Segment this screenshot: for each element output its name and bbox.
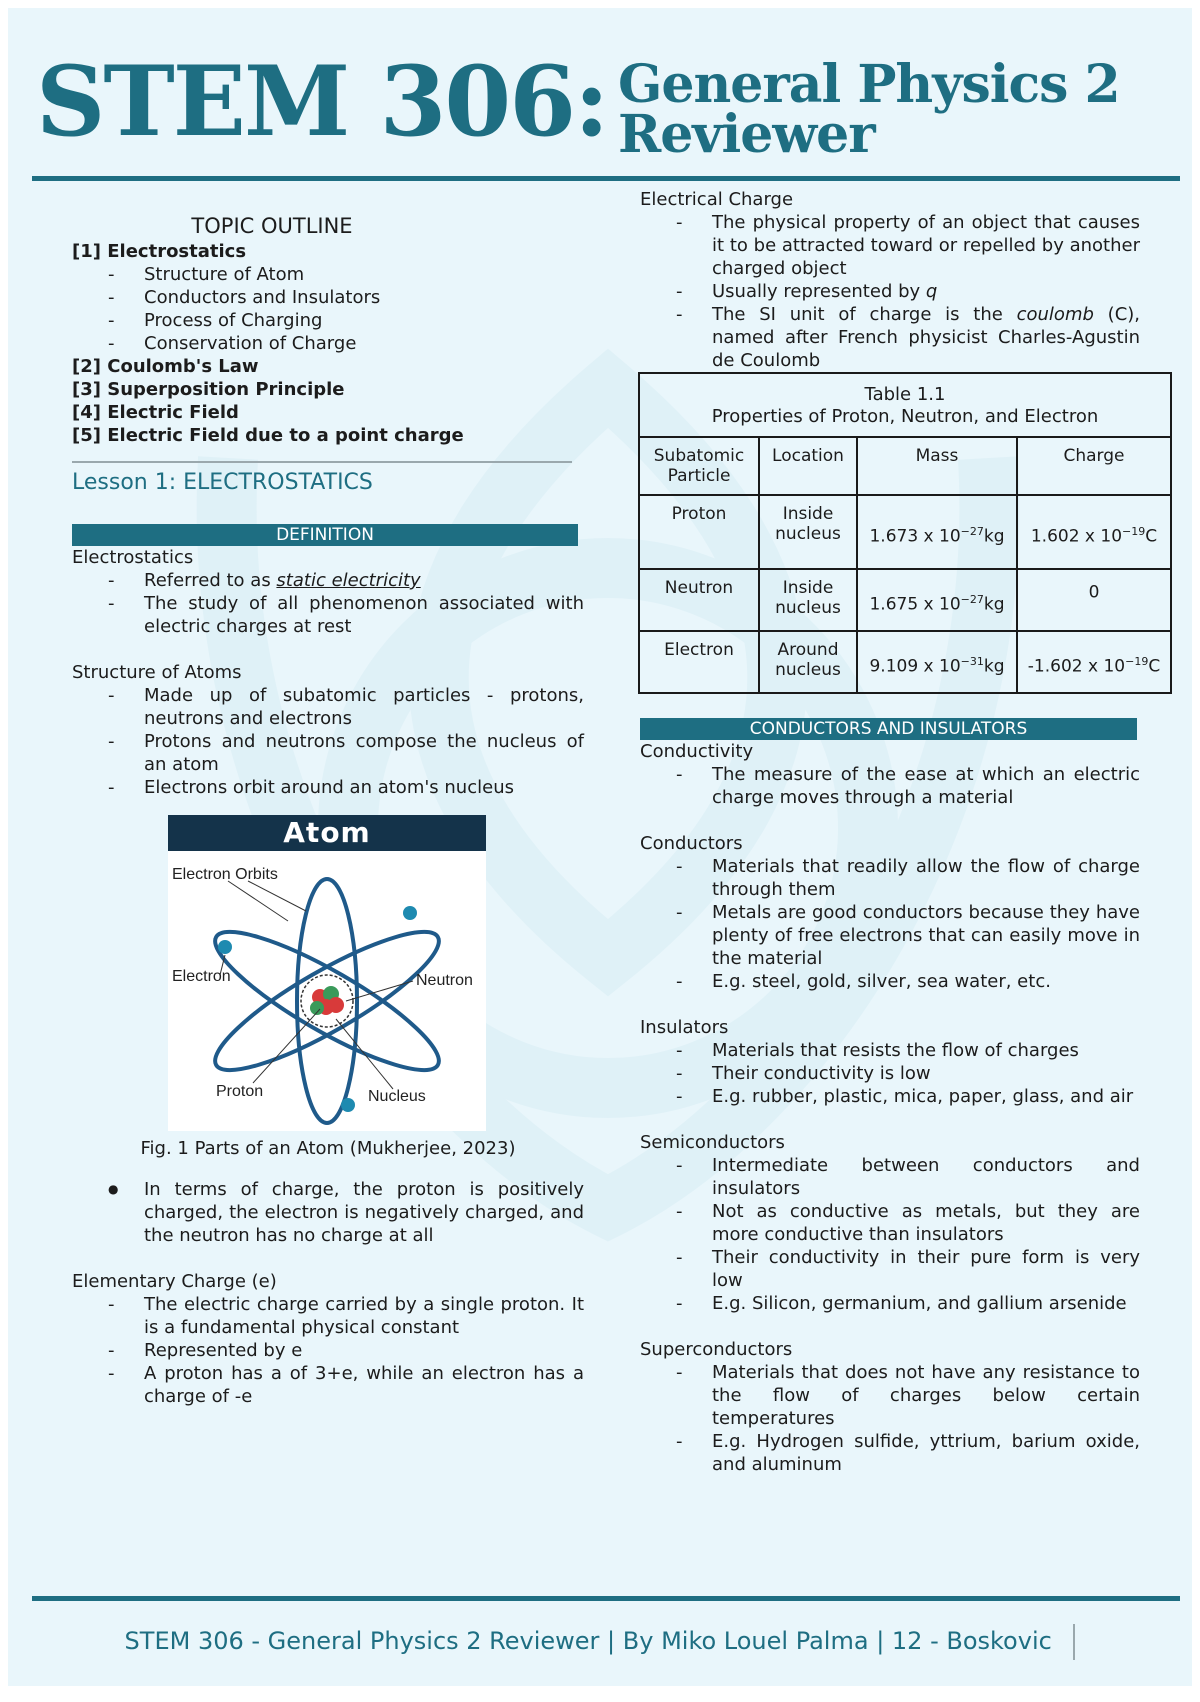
- course-code: STEM 306:: [36, 45, 608, 158]
- footer-divider: [1073, 1624, 1075, 1660]
- table-header-row: [639, 437, 1171, 495]
- electrostatics-heading: Electrostatics: [72, 547, 194, 568]
- table-cell: Inside nucleus: [759, 495, 857, 569]
- outline-item: [5] Electric Field due to a point charge: [72, 425, 464, 446]
- table-row: [639, 495, 1171, 569]
- list-item: - Materials that readily allow the flow of charge through them: [640, 855, 1140, 901]
- header-rule: [32, 176, 1180, 181]
- list-item: - A proton has a of 3+e, while an electron has a charge of -e: [72, 1362, 584, 1408]
- definition-bar: DEFINITION: [72, 524, 578, 546]
- coulomb-term: coulomb: [1016, 304, 1094, 325]
- document-header: [8, 8, 1192, 188]
- list-item: - E.g. Hydrogen sulfide, yttrium, barium oxide, and aluminum: [640, 1430, 1140, 1476]
- list-item: - Not as conductive as metals, but they are more conductive than insulators: [640, 1200, 1140, 1246]
- superconductors-list: [640, 1361, 1140, 1476]
- table-cell: -1.602 x $10^{-19}C$: [1017, 631, 1171, 693]
- table-cell: 1.673 x $10^{-27}kg$: [857, 495, 1017, 569]
- list-item: - Protons and neutrons compose the nucleus of an atom: [72, 730, 584, 776]
- list-item: - The physical property of an object that causes it to be attracted toward or repelled by another charged object: [640, 211, 1140, 280]
- outline-divider: [72, 461, 572, 463]
- outline-sublist: [72, 263, 584, 355]
- label-electron-orbits: Electron Orbits: [172, 866, 278, 883]
- table-cell: 1.602 x $10^{-19}C$: [1017, 495, 1171, 569]
- outline-subitem: - Process of Charging: [72, 309, 584, 332]
- structure-list: [72, 684, 584, 799]
- outline-title: TOPIC OUTLINE: [191, 214, 353, 238]
- table-cell: 9.109 x $10^{-31}kg$: [857, 631, 1017, 693]
- table-title: Properties of Proton, Neutron, and Electron: [711, 406, 1099, 427]
- table-cell: Neutron: [639, 569, 759, 631]
- label-proton: Proton: [216, 1083, 264, 1100]
- elementary-heading: Elementary Charge (e): [72, 1271, 277, 1292]
- list-item: - Referred to as static electricity: [72, 569, 584, 592]
- table-caption: [639, 373, 1171, 437]
- document-page: [8, 8, 1192, 1686]
- list-item: - Their conductivity is low: [640, 1062, 1140, 1085]
- properties-table: [638, 372, 1172, 694]
- list-item: - Materials that resists the flow of charges: [640, 1039, 1140, 1062]
- static-electricity-term: static electricity: [276, 570, 421, 591]
- semiconductors-heading: Semiconductors: [640, 1132, 785, 1153]
- course-title-line1: General Physics 2: [618, 54, 1120, 115]
- conductivity-heading: Conductivity: [640, 741, 754, 762]
- lesson-title: Lesson 1: ELECTROSTATICS: [72, 470, 373, 495]
- table-cell: Proton: [639, 495, 759, 569]
- charge-symbol: q: [925, 281, 938, 302]
- list-item: - Usually represented by q: [640, 280, 1140, 303]
- table-cell: 0: [1017, 569, 1171, 631]
- structure-heading: Structure of Atoms: [72, 662, 242, 683]
- label-neutron: Neutron: [416, 972, 473, 989]
- course-title-line2: Reviewer: [618, 104, 875, 165]
- outline-subitem: - Conservation of Charge: [72, 332, 584, 355]
- table-row: [639, 569, 1171, 631]
- table-cell: Inside nucleus: [759, 569, 857, 631]
- superconductors-heading: Superconductors: [640, 1339, 793, 1360]
- topic-outline: [72, 240, 584, 447]
- list-item: - E.g. rubber, plastic, mica, paper, glass, and air: [640, 1085, 1140, 1108]
- table-number: Table 1.1: [864, 384, 946, 405]
- table-cell: 1.675 x $10^{-27}kg$: [857, 569, 1017, 631]
- table-cell: Around nucleus: [759, 631, 857, 693]
- list-item: - E.g. Silicon, germanium, and gallium arsenide: [640, 1292, 1140, 1315]
- electrical-charge-heading: Electrical Charge: [640, 189, 794, 210]
- list-item: - The measure of the ease at which an electric charge moves through a material: [640, 763, 1140, 809]
- list-item: - The SI unit of charge is the coulomb (C), named after French physicist Charles-Agustin de Coulomb: [640, 303, 1140, 372]
- list-item: - Metals are good conductors because they have plenty of free electrons that can easily move in the material: [640, 901, 1140, 970]
- electrical-charge-list: [640, 211, 1140, 372]
- table-header-cell: Mass: [857, 437, 1017, 495]
- table-row: [639, 631, 1171, 693]
- electron-dot: [341, 1098, 355, 1112]
- table-cell: Electron: [639, 631, 759, 693]
- list-item: - The electric charge carried by a single proton. It is a fundamental physical constant: [72, 1293, 584, 1339]
- atom-figure-title: Atom: [168, 815, 486, 851]
- outline-item: [3] Superposition Principle: [72, 379, 345, 400]
- footer: [8, 1624, 1192, 1660]
- insulators-heading: Insulators: [640, 1017, 729, 1038]
- label-nucleus: Nucleus: [368, 1088, 426, 1105]
- footer-rule: [32, 1596, 1180, 1601]
- insulators-list: [640, 1039, 1140, 1108]
- list-item: ● In terms of charge, the proton is positively charged, the electron is negatively charged, and the neutron has no charge at all: [72, 1178, 584, 1247]
- table-header-cell: Charge: [1017, 437, 1171, 495]
- footer-text: STEM 306 - General Physics 2 Reviewer | By Miko Louel Palma | 12 - Boskovic: [124, 1627, 1052, 1655]
- table-header-cell: Subatomic Particle: [639, 437, 759, 495]
- outline-item: [2] Coulomb's Law: [72, 356, 259, 377]
- conductors-bar: CONDUCTORS AND INSULATORS: [640, 718, 1137, 740]
- left-column: [72, 215, 584, 1408]
- course-title: [618, 54, 1120, 165]
- outline-subitem: - Structure of Atom: [72, 263, 584, 286]
- conductors-heading: Conductors: [640, 833, 743, 854]
- electron-dot: [218, 940, 232, 954]
- conductors-list: [640, 855, 1140, 993]
- proton-dot: [328, 997, 344, 1013]
- outline-subitem: - Conductors and Insulators: [72, 286, 584, 309]
- list-item: - The study of all phenomenon associated with electric charges at rest: [72, 592, 584, 638]
- list-item: - Their conductivity in their pure form is very low: [640, 1246, 1140, 1292]
- electron-dot: [403, 906, 417, 920]
- list-item: - Electrons orbit around an atom's nucleus: [72, 776, 584, 799]
- semiconductors-list: [640, 1154, 1140, 1315]
- label-electron: Electron: [172, 968, 231, 985]
- table-header-cell: Location: [759, 437, 857, 495]
- atom-figure: [168, 815, 486, 1131]
- electrostatics-list: [72, 569, 584, 638]
- conductivity-list: [640, 763, 1140, 809]
- list-item: - E.g. steel, gold, silver, sea water, etc.: [640, 970, 1140, 993]
- list-item: - Represented by e: [72, 1339, 584, 1362]
- elementary-list: [72, 1293, 584, 1408]
- list-item: - Intermediate between conductors and insulators: [640, 1154, 1140, 1200]
- figure-caption: Fig. 1 Parts of an Atom (Mukherjee, 2023): [140, 1138, 516, 1159]
- outline-item: [1] Electrostatics: [72, 241, 247, 262]
- list-item: - Materials that does not have any resistance to the flow of charges below certain temperatures: [640, 1361, 1140, 1430]
- right-column: [640, 188, 1161, 1476]
- list-item: - Made up of subatomic particles - protons, neutrons and electrons: [72, 684, 584, 730]
- outline-item: [4] Electric Field: [72, 402, 239, 423]
- charge-bullet-list: [72, 1178, 584, 1247]
- atom-diagram: [168, 851, 486, 1131]
